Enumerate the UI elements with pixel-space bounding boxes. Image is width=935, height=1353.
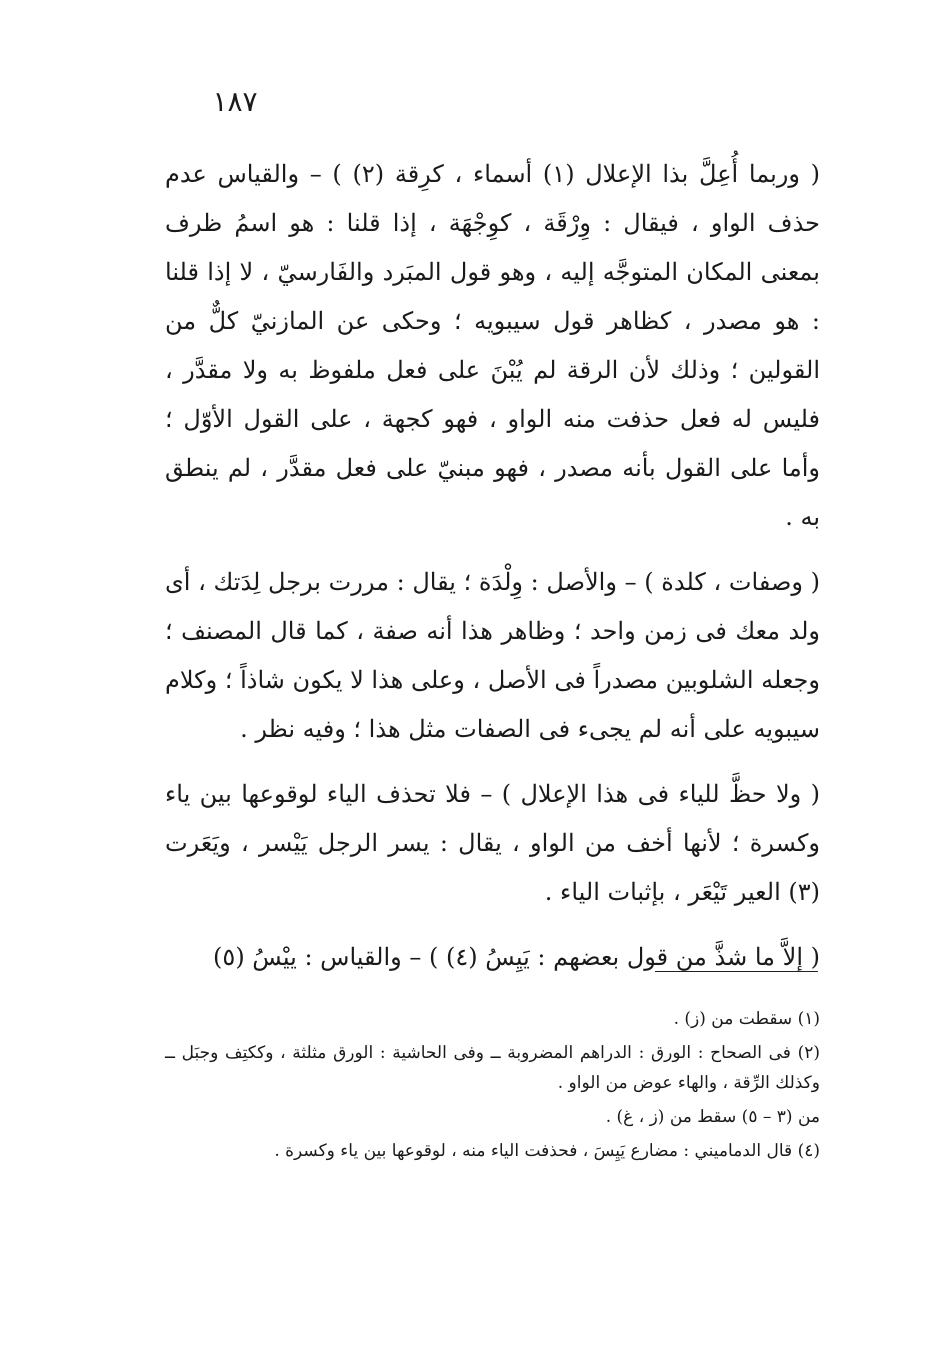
- footnote-4: (٤) قال الدماميني : مضارع يَيِسَ ، فحذفت الياء منه ، لوقوعها بين ياء وكسرة .: [274, 1141, 820, 1161]
- paragraph-4: ( إلاَّ ما شذَّ من قول بعضهم : يَيِسُ (٤) ) – والقياس : ييْسُ (٥): [213, 943, 820, 971]
- page-number: ١٨٧: [212, 85, 258, 118]
- footnote-1: (١) سقطت من (ز) .: [673, 1009, 820, 1029]
- paragraph-2: ( وصفات ، كلدة ) – والأصل : وِلْدَة ؛ يقال : مررت برجل لِدَتك ، أى ولد معك فى زمن واحد ؛ وظاهر هذا أنه صفة ، كما قال المصنف ؛ وجعله الشلوبين مصدراً فى الأصل ، وعلى هذا لا يكون شاذاً ؛ وكلام سيبويه على أنه لم يجىء فى الصفات مثل هذا ؛ وفيه نظر .: [165, 568, 820, 743]
- footnote-3: من (٣ – ٥) سقط من (ز ، غ) .: [605, 1107, 820, 1127]
- paragraph-3: ( ولا حظَّ للياء فى هذا الإعلال ) – فلا تحذف الياء لوقوعها بين ياء وكسرة ؛ لأنها أخف من الواو ، يقال : يسر الرجل يَيْسر ، ويَعَرت (٣) العير تَيْعَر ، بإثبات الياء .: [165, 780, 820, 906]
- footnotes: [165, 1004, 820, 1170]
- footnote-divider: [655, 971, 818, 972]
- paragraph-1: ( وربما أُعِلَّ بذا الإعلال (١) أسماء ، كرِقة (٢) ) – والقياس عدم حذف الواو ، فيقال : وِرْقَة ، كوِجْهَة ، إذا قلنا : هو اسمُ ظرف بمعنى المكان المتوجَّه إليه ، وهو قول المبَرد والفَارسيّ ، لا إذا قلنا : هو مصدر ، كظاهر قول سيبويه ؛ وحكى عن المازنيّ كلٌّ من القولين ؛ وذلك لأن الرقة لم يُبْنَ على فعل ملفوظ به ولا مقدَّر ، فليس له فعل حذفت منه الواو ، فهو كجهة ، على القول الأوّل ؛ وأما على القول بأنه مصدر ، فهو مبنيّ على فعل مقدَّر ، لم ينطق به .: [165, 160, 820, 531]
- footnote-2: (٢) فى الصحاح : الورق : الدراهم المضروبة ــ وفى الحاشية : الورق مثلثة ، وككتِف وجبَل ــ وكذلك الرِّقة ، والهاء عوض من الواو .: [165, 1043, 820, 1093]
- main-text: [165, 150, 820, 998]
